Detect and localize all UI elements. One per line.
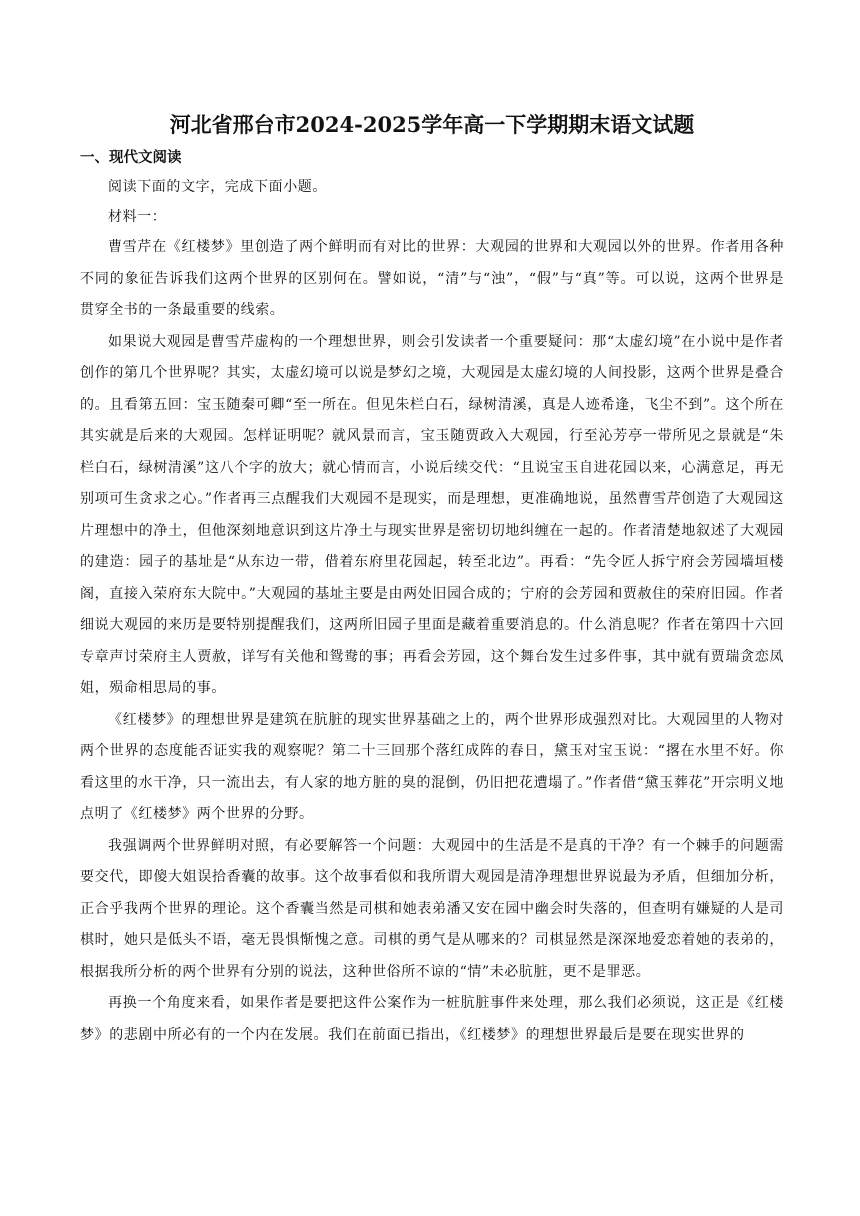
instruction-text: 阅读下面的文字，完成下面小题。 bbox=[108, 179, 327, 195]
section-heading: 一、现代文阅读 bbox=[80, 149, 182, 166]
paragraph-2: 如果说大观园是曹雪芹虚构的一个理想世界，则会引发读者一个重要疑问：那“太虚幻境”在小说中是作者创作的第几个世界呢？其实，太虚幻境可以说是梦幻之境，大观园是太虚幻境的人间投影，这两个世界是叠合的。且看第五回：宝玉随秦可卿“至一所在。但见朱栏白石，绿树清溪，真是人迹希逢，飞尘不到”。这个所在其实就是后来的大观园。怎样证明呢？就风景而言，宝玉随贾政入大观园，行至沁芳亭一带所见之景就是“朱栏白石，绿树清溪”这八个字的放大；就心情而言，小说后续交代：“且说宝玉自进花园以来，心满意足，再无别项可生贪求之心。”作者再三点醒我们大观园不是现实，而是理想，更准确地说，虽然曹雪芹创造了大观园这片理想中的净土，但他深刻地意识到这片净土与现实世界是密切切地纠缠在一起的。作者清楚地叙述了大观园的建造：园子的基址是“从东边一带，借着东府里花园起，转至北边”。再看：“先令匠人拆宁府会芳园墙垣楼阁，直接入荣府东大院中。”大观园的基址主要是由两处旧园合成的；宁府的会芳园和贾赦住的荣府旧园。作者细说大观园的来历是要特别提醒我们，这两所旧园子里面是藏着重要消息的。什么消息呢？作者在第四十六回专章声讨荣府主人贾赦，详写有关他和鸳鸯的事；再看会芳园，这个舞台发生过多件事，其中就有贾瑞贪恋凤姐，殒命相思局的事。 bbox=[80, 333, 784, 696]
document-body bbox=[80, 172, 784, 1051]
document-title: 河北省邢台市2024-2025学年高一下学期期末语文试题 bbox=[169, 112, 695, 137]
paragraph-1: 曹雪芹在《红楼梦》里创造了两个鲜明而有对比的世界：大观园的世界和大观园以外的世界。作者用各种不同的象征告诉我们这两个世界的区别何在。譬如说，“清”与“浊”，“假”与“真”等。可以说，这两个世界是贯穿全书的一条最重要的线索。 bbox=[80, 239, 784, 318]
paragraph-4: 我强调两个世界鲜明对照，有必要解答一个问题：大观园中的生活是不是真的干净？有一个棘手的问题需要交代，即傻大姐误拾香囊的故事。这个故事看似和我所谓大观园是清净理想世界说最为矛盾，但细加分析，正合乎我两个世界的理论。这个香囊当然是司棋和她表弟潘又安在园中幽会时失落的，但查明有嫌疑的人是司棋时，她只是低头不语，毫无畏惧惭愧之意。司棋的勇气是从哪来的？司棋显然是深深地爱恋着她的表弟的，根据我所分析的两个世界有分别的说法，这种世俗所不谅的“情”未必肮脏，更不是罪恶。 bbox=[80, 837, 784, 980]
material-label: 材料一： bbox=[108, 209, 167, 225]
paragraph-3: 《红楼梦》的理想世界是建筑在肮脏的现实世界基础之上的，两个世界形成强烈对比。大观园里的人物对两个世界的态度能否证实我的观察呢？第二十三回那个落红成阵的春日，黛玉对宝玉说：“撂在水里不好。你看这里的水干净，只一流出去，有人家的地方脏的臭的混倒，仍旧把花遭塌了。”作者借“黛玉葬花”开宗明义地点明了《红楼梦》两个世界的分野。 bbox=[80, 711, 784, 822]
paragraph-5: 再换一个角度来看，如果作者是要把这件公案作为一桩肮脏事件来处理，那么我们必须说，这正是《红楼梦》的悲剧中所必有的一个内在发展。我们在前面已指出，《红楼梦》的理想世界最后是要在现实世界的 bbox=[80, 995, 784, 1043]
